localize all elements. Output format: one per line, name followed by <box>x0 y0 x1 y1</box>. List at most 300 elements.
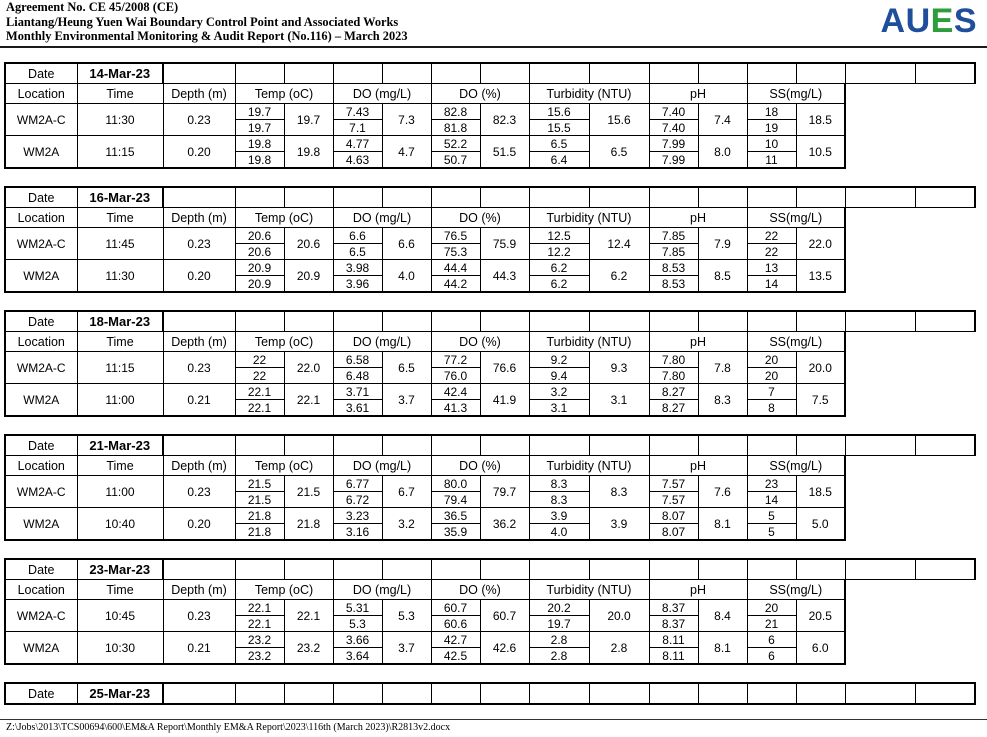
header-location: Location <box>5 456 77 476</box>
empty-cell <box>698 683 747 704</box>
ss-reading-1: 5 <box>747 508 796 524</box>
do-mgl-average: 6.6 <box>382 228 431 260</box>
empty-cell <box>589 311 649 332</box>
do-pct-reading-1: 82.8 <box>431 104 480 120</box>
empty-cell <box>747 683 796 704</box>
empty-cell <box>480 683 529 704</box>
header-do-pct: DO (%) <box>431 84 529 104</box>
empty-cell <box>747 187 796 208</box>
turbidity-reading-2: 2.8 <box>529 648 589 665</box>
ss-reading-2: 14 <box>747 492 796 508</box>
turbidity-reading-2: 6.2 <box>529 276 589 293</box>
empty-cell <box>235 435 284 456</box>
temp-average: 19.7 <box>284 104 333 136</box>
header-turbidity: Turbidity (NTU) <box>529 208 649 228</box>
empty-cell <box>589 63 649 84</box>
header-do-mgl: DO (mg/L) <box>333 456 431 476</box>
do-pct-reading-2: 42.5 <box>431 648 480 665</box>
date-row <box>5 63 975 84</box>
date-value: 16-Mar-23 <box>77 187 163 208</box>
temp-reading-1: 19.7 <box>235 104 284 120</box>
empty-cell <box>163 559 235 580</box>
do-pct-average: 60.7 <box>480 600 529 632</box>
header-temp: Temp (oC) <box>235 580 333 600</box>
ph-reading-2: 7.99 <box>649 152 698 169</box>
empty-cell <box>649 559 698 580</box>
do-pct-average: 75.9 <box>480 228 529 260</box>
header-ss: SS(mg/L) <box>747 456 845 476</box>
do-mgl-average: 6.5 <box>382 352 431 384</box>
ph-reading-2: 8.53 <box>649 276 698 293</box>
ph-reading-2: 8.37 <box>649 616 698 632</box>
do-mgl-average: 3.7 <box>382 384 431 417</box>
ss-average: 20.0 <box>796 352 845 384</box>
date-row <box>5 559 975 580</box>
empty-cell <box>529 63 589 84</box>
empty-cell <box>333 683 382 704</box>
ph-average: 8.4 <box>698 600 747 632</box>
location-cell: WM2A-C <box>5 476 77 508</box>
temp-reading-1: 20.9 <box>235 260 284 276</box>
ss-average: 18.5 <box>796 104 845 136</box>
do-pct-reading-2: 50.7 <box>431 152 480 169</box>
monitoring-table-16-Mar-23 <box>4 186 976 293</box>
do-pct-reading-2: 79.4 <box>431 492 480 508</box>
do-pct-reading-2: 81.8 <box>431 120 480 136</box>
time-cell: 11:30 <box>77 104 163 136</box>
table-row <box>5 600 975 616</box>
empty-cell <box>796 187 845 208</box>
temp-average: 20.6 <box>284 228 333 260</box>
ss-average: 13.5 <box>796 260 845 293</box>
empty-cell <box>333 435 382 456</box>
header-temp: Temp (oC) <box>235 332 333 352</box>
turbidity-reading-2: 3.1 <box>529 400 589 417</box>
column-header-row <box>5 208 975 228</box>
report-header <box>6 0 981 46</box>
footer-rule <box>0 719 987 720</box>
do-mgl-reading-1: 6.77 <box>333 476 382 492</box>
header-do-pct: DO (%) <box>431 580 529 600</box>
empty-cell <box>235 559 284 580</box>
ph-reading-2: 8.27 <box>649 400 698 417</box>
date-value: 14-Mar-23 <box>77 63 163 84</box>
do-pct-reading-2: 41.3 <box>431 400 480 417</box>
header-ph: pH <box>649 580 747 600</box>
time-cell: 10:30 <box>77 632 163 665</box>
temp-reading-2: 20.6 <box>235 244 284 260</box>
location-cell: WM2A-C <box>5 104 77 136</box>
do-mgl-reading-2: 6.72 <box>333 492 382 508</box>
turbidity-reading-1: 3.9 <box>529 508 589 524</box>
turbidity-reading-2: 9.4 <box>529 368 589 384</box>
do-mgl-reading-2: 5.3 <box>333 616 382 632</box>
header-ph: pH <box>649 456 747 476</box>
monitoring-table-23-Mar-23 <box>4 558 976 665</box>
header-time: Time <box>77 332 163 352</box>
temp-reading-1: 21.8 <box>235 508 284 524</box>
date-label: Date <box>5 311 77 332</box>
ph-reading-2: 8.11 <box>649 648 698 665</box>
empty-cell <box>480 311 529 332</box>
temp-average: 23.2 <box>284 632 333 665</box>
ph-reading-2: 8.07 <box>649 524 698 541</box>
empty-cell <box>235 683 284 704</box>
empty-cell <box>649 187 698 208</box>
empty-cell <box>163 187 235 208</box>
column-header-row <box>5 84 975 104</box>
depth-cell: 0.20 <box>163 260 235 293</box>
temp-reading-2: 22.1 <box>235 400 284 417</box>
ph-reading-1: 8.11 <box>649 632 698 648</box>
empty-cell <box>698 63 747 84</box>
header-temp: Temp (oC) <box>235 456 333 476</box>
ss-reading-2: 5 <box>747 524 796 541</box>
header-do-mgl: DO (mg/L) <box>333 84 431 104</box>
header-turbidity: Turbidity (NTU) <box>529 84 649 104</box>
header-ss: SS(mg/L) <box>747 332 845 352</box>
temp-reading-1: 22.1 <box>235 600 284 616</box>
ph-average: 7.6 <box>698 476 747 508</box>
empty-cell <box>747 311 796 332</box>
time-cell: 11:15 <box>77 136 163 169</box>
temp-reading-2: 19.7 <box>235 120 284 136</box>
temp-reading-1: 20.6 <box>235 228 284 244</box>
header-turbidity: Turbidity (NTU) <box>529 332 649 352</box>
turbidity-average: 3.9 <box>589 508 649 541</box>
do-mgl-reading-2: 3.96 <box>333 276 382 293</box>
do-mgl-reading-2: 3.16 <box>333 524 382 541</box>
do-mgl-reading-1: 6.6 <box>333 228 382 244</box>
header-temp: Temp (oC) <box>235 208 333 228</box>
do-mgl-reading-2: 3.61 <box>333 400 382 417</box>
do-mgl-average: 6.7 <box>382 476 431 508</box>
do-mgl-average: 3.2 <box>382 508 431 541</box>
empty-cell <box>589 187 649 208</box>
table-row <box>5 228 975 244</box>
header-ph: pH <box>649 332 747 352</box>
ss-reading-2: 19 <box>747 120 796 136</box>
turbidity-average: 3.1 <box>589 384 649 417</box>
location-cell: WM2A-C <box>5 228 77 260</box>
turbidity-reading-1: 20.2 <box>529 600 589 616</box>
empty-cell <box>589 683 649 704</box>
time-cell: 10:40 <box>77 508 163 541</box>
monitoring-table-18-Mar-23 <box>4 310 976 417</box>
ss-average: 6.0 <box>796 632 845 665</box>
empty-cell <box>796 683 845 704</box>
empty-cell <box>698 435 747 456</box>
temp-reading-2: 23.2 <box>235 648 284 665</box>
empty-cell <box>796 311 845 332</box>
empty-cell <box>915 435 975 456</box>
do-pct-average: 36.2 <box>480 508 529 541</box>
temp-reading-2: 22.1 <box>235 616 284 632</box>
turbidity-reading-1: 6.2 <box>529 260 589 276</box>
do-mgl-reading-2: 4.63 <box>333 152 382 169</box>
ph-average: 8.0 <box>698 136 747 169</box>
do-mgl-reading-2: 7.1 <box>333 120 382 136</box>
empty-cell <box>284 683 333 704</box>
do-mgl-reading-1: 3.98 <box>333 260 382 276</box>
ph-reading-1: 8.27 <box>649 384 698 400</box>
empty-cell <box>431 559 480 580</box>
turbidity-average: 12.4 <box>589 228 649 260</box>
header-do-mgl: DO (mg/L) <box>333 332 431 352</box>
do-mgl-average: 4.7 <box>382 136 431 169</box>
ph-reading-1: 8.37 <box>649 600 698 616</box>
header-depth: Depth (m) <box>163 456 235 476</box>
ss-reading-2: 6 <box>747 648 796 665</box>
do-mgl-average: 4.0 <box>382 260 431 293</box>
location-cell: WM2A <box>5 260 77 293</box>
turbidity-average: 2.8 <box>589 632 649 665</box>
location-cell: WM2A <box>5 384 77 417</box>
empty-cell <box>698 187 747 208</box>
temp-average: 21.5 <box>284 476 333 508</box>
do-pct-reading-1: 44.4 <box>431 260 480 276</box>
do-pct-reading-1: 76.5 <box>431 228 480 244</box>
date-label: Date <box>5 63 77 84</box>
empty-cell <box>333 187 382 208</box>
date-value: 18-Mar-23 <box>77 311 163 332</box>
ph-average: 8.1 <box>698 508 747 541</box>
empty-cell <box>480 435 529 456</box>
empty-cell <box>163 311 235 332</box>
header-depth: Depth (m) <box>163 580 235 600</box>
empty-cell <box>431 63 480 84</box>
header-time: Time <box>77 456 163 476</box>
header-do-pct: DO (%) <box>431 208 529 228</box>
turbidity-reading-1: 12.5 <box>529 228 589 244</box>
header-turbidity: Turbidity (NTU) <box>529 456 649 476</box>
time-cell: 11:00 <box>77 476 163 508</box>
empty-cell <box>915 187 975 208</box>
location-cell: WM2A-C <box>5 352 77 384</box>
depth-cell: 0.20 <box>163 136 235 169</box>
turbidity-reading-2: 15.5 <box>529 120 589 136</box>
do-pct-reading-2: 35.9 <box>431 524 480 541</box>
temp-reading-2: 20.9 <box>235 276 284 293</box>
table-row <box>5 352 975 368</box>
ss-reading-2: 11 <box>747 152 796 169</box>
empty-cell <box>529 683 589 704</box>
empty-cell <box>382 63 431 84</box>
temp-reading-2: 19.8 <box>235 152 284 169</box>
depth-cell: 0.23 <box>163 104 235 136</box>
do-pct-reading-2: 76.0 <box>431 368 480 384</box>
header-do-mgl: DO (mg/L) <box>333 208 431 228</box>
ss-reading-1: 7 <box>747 384 796 400</box>
temp-average: 22.1 <box>284 384 333 417</box>
header-ph: pH <box>649 84 747 104</box>
turbidity-reading-2: 4.0 <box>529 524 589 541</box>
date-row <box>5 683 975 704</box>
do-mgl-reading-1: 4.77 <box>333 136 382 152</box>
header-do-pct: DO (%) <box>431 456 529 476</box>
header-depth: Depth (m) <box>163 332 235 352</box>
depth-cell: 0.23 <box>163 228 235 260</box>
do-pct-average: 76.6 <box>480 352 529 384</box>
table-row <box>5 136 975 152</box>
time-cell: 11:45 <box>77 228 163 260</box>
turbidity-reading-2: 12.2 <box>529 244 589 260</box>
ss-reading-1: 20 <box>747 352 796 368</box>
empty-cell <box>284 63 333 84</box>
empty-cell <box>382 187 431 208</box>
empty-cell <box>529 435 589 456</box>
ss-reading-1: 13 <box>747 260 796 276</box>
ss-average: 5.0 <box>796 508 845 541</box>
empty-cell <box>529 559 589 580</box>
temp-reading-2: 21.5 <box>235 492 284 508</box>
table-row <box>5 476 975 492</box>
temp-reading-1: 19.8 <box>235 136 284 152</box>
header-time: Time <box>77 84 163 104</box>
header-ss: SS(mg/L) <box>747 208 845 228</box>
empty-cell <box>915 311 975 332</box>
do-mgl-reading-2: 6.5 <box>333 244 382 260</box>
empty-cell <box>649 311 698 332</box>
ss-reading-2: 22 <box>747 244 796 260</box>
date-label: Date <box>5 683 77 704</box>
empty-cell <box>382 435 431 456</box>
empty-cell <box>333 63 382 84</box>
empty-cell <box>845 559 915 580</box>
location-cell: WM2A <box>5 632 77 665</box>
empty-cell <box>915 63 975 84</box>
empty-cell <box>796 435 845 456</box>
temp-reading-1: 22.1 <box>235 384 284 400</box>
turbidity-reading-1: 2.8 <box>529 632 589 648</box>
ss-average: 18.5 <box>796 476 845 508</box>
header-do-pct: DO (%) <box>431 332 529 352</box>
logo-e: E <box>930 2 954 40</box>
empty-cell <box>235 187 284 208</box>
temp-reading-1: 22 <box>235 352 284 368</box>
header-do-mgl: DO (mg/L) <box>333 580 431 600</box>
empty-cell <box>796 559 845 580</box>
temp-reading-2: 22 <box>235 368 284 384</box>
do-pct-reading-1: 36.5 <box>431 508 480 524</box>
do-pct-average: 44.3 <box>480 260 529 293</box>
ph-reading-2: 7.85 <box>649 244 698 260</box>
ph-average: 7.4 <box>698 104 747 136</box>
do-mgl-reading-1: 3.71 <box>333 384 382 400</box>
ph-reading-2: 7.57 <box>649 492 698 508</box>
do-mgl-average: 3.7 <box>382 632 431 665</box>
file-path-footer: Z:\Jobs\2013\TCS00694\600\EM&A Report\Monthly EM&A Report\2023\116th (March 2023)\R2813v2.docx <box>6 722 451 733</box>
depth-cell: 0.21 <box>163 632 235 665</box>
temp-average: 20.9 <box>284 260 333 293</box>
do-pct-reading-2: 75.3 <box>431 244 480 260</box>
do-pct-average: 51.5 <box>480 136 529 169</box>
empty-cell <box>845 435 915 456</box>
empty-cell <box>589 559 649 580</box>
empty-cell <box>915 559 975 580</box>
temp-reading-1: 21.5 <box>235 476 284 492</box>
empty-cell <box>796 63 845 84</box>
header-turbidity: Turbidity (NTU) <box>529 580 649 600</box>
empty-cell <box>431 683 480 704</box>
table-row <box>5 632 975 648</box>
turbidity-reading-2: 8.3 <box>529 492 589 508</box>
do-pct-reading-1: 42.4 <box>431 384 480 400</box>
ss-reading-2: 21 <box>747 616 796 632</box>
do-pct-reading-1: 42.7 <box>431 632 480 648</box>
header-location: Location <box>5 208 77 228</box>
ss-average: 7.5 <box>796 384 845 417</box>
empty-cell <box>529 187 589 208</box>
empty-cell <box>333 559 382 580</box>
ph-average: 8.3 <box>698 384 747 417</box>
temp-average: 22.1 <box>284 600 333 632</box>
header-location: Location <box>5 84 77 104</box>
turbidity-reading-1: 3.2 <box>529 384 589 400</box>
ss-average: 20.5 <box>796 600 845 632</box>
column-header-row <box>5 456 975 476</box>
temp-average: 19.8 <box>284 136 333 169</box>
empty-cell <box>382 559 431 580</box>
date-label: Date <box>5 559 77 580</box>
header-depth: Depth (m) <box>163 208 235 228</box>
ss-average: 22.0 <box>796 228 845 260</box>
temp-average: 22.0 <box>284 352 333 384</box>
do-mgl-reading-1: 3.23 <box>333 508 382 524</box>
date-label: Date <box>5 187 77 208</box>
report-title-line: Monthly Environmental Monitoring & Audit Report (No.116) – March 2023 <box>6 29 408 43</box>
empty-cell <box>284 435 333 456</box>
empty-cell <box>589 435 649 456</box>
ph-reading-1: 8.53 <box>649 260 698 276</box>
turbidity-average: 6.2 <box>589 260 649 293</box>
location-cell: WM2A <box>5 508 77 541</box>
empty-cell <box>649 63 698 84</box>
depth-cell: 0.20 <box>163 508 235 541</box>
empty-cell <box>235 63 284 84</box>
empty-cell <box>163 435 235 456</box>
empty-cell <box>698 311 747 332</box>
do-mgl-reading-1: 6.58 <box>333 352 382 368</box>
depth-cell: 0.23 <box>163 600 235 632</box>
ph-average: 8.1 <box>698 632 747 665</box>
empty-cell <box>747 435 796 456</box>
aues-logo <box>881 4 977 38</box>
do-mgl-reading-2: 6.48 <box>333 368 382 384</box>
temp-average: 21.8 <box>284 508 333 541</box>
empty-cell <box>649 683 698 704</box>
time-cell: 11:15 <box>77 352 163 384</box>
depth-cell: 0.23 <box>163 476 235 508</box>
empty-cell <box>333 311 382 332</box>
empty-cell <box>431 187 480 208</box>
project-title-line: Liantang/Heung Yuen Wai Boundary Control Point and Associated Works <box>6 14 399 29</box>
depth-cell: 0.23 <box>163 352 235 384</box>
empty-cell <box>480 187 529 208</box>
turbidity-average: 20.0 <box>589 600 649 632</box>
ph-reading-1: 7.85 <box>649 228 698 244</box>
location-cell: WM2A <box>5 136 77 169</box>
header-location: Location <box>5 580 77 600</box>
do-pct-reading-2: 44.2 <box>431 276 480 293</box>
ss-reading-2: 8 <box>747 400 796 417</box>
empty-cell <box>284 311 333 332</box>
logo-au: AU <box>880 2 931 40</box>
date-value: 23-Mar-23 <box>77 559 163 580</box>
empty-cell <box>845 311 915 332</box>
do-pct-reading-2: 60.6 <box>431 616 480 632</box>
location-cell: WM2A-C <box>5 600 77 632</box>
